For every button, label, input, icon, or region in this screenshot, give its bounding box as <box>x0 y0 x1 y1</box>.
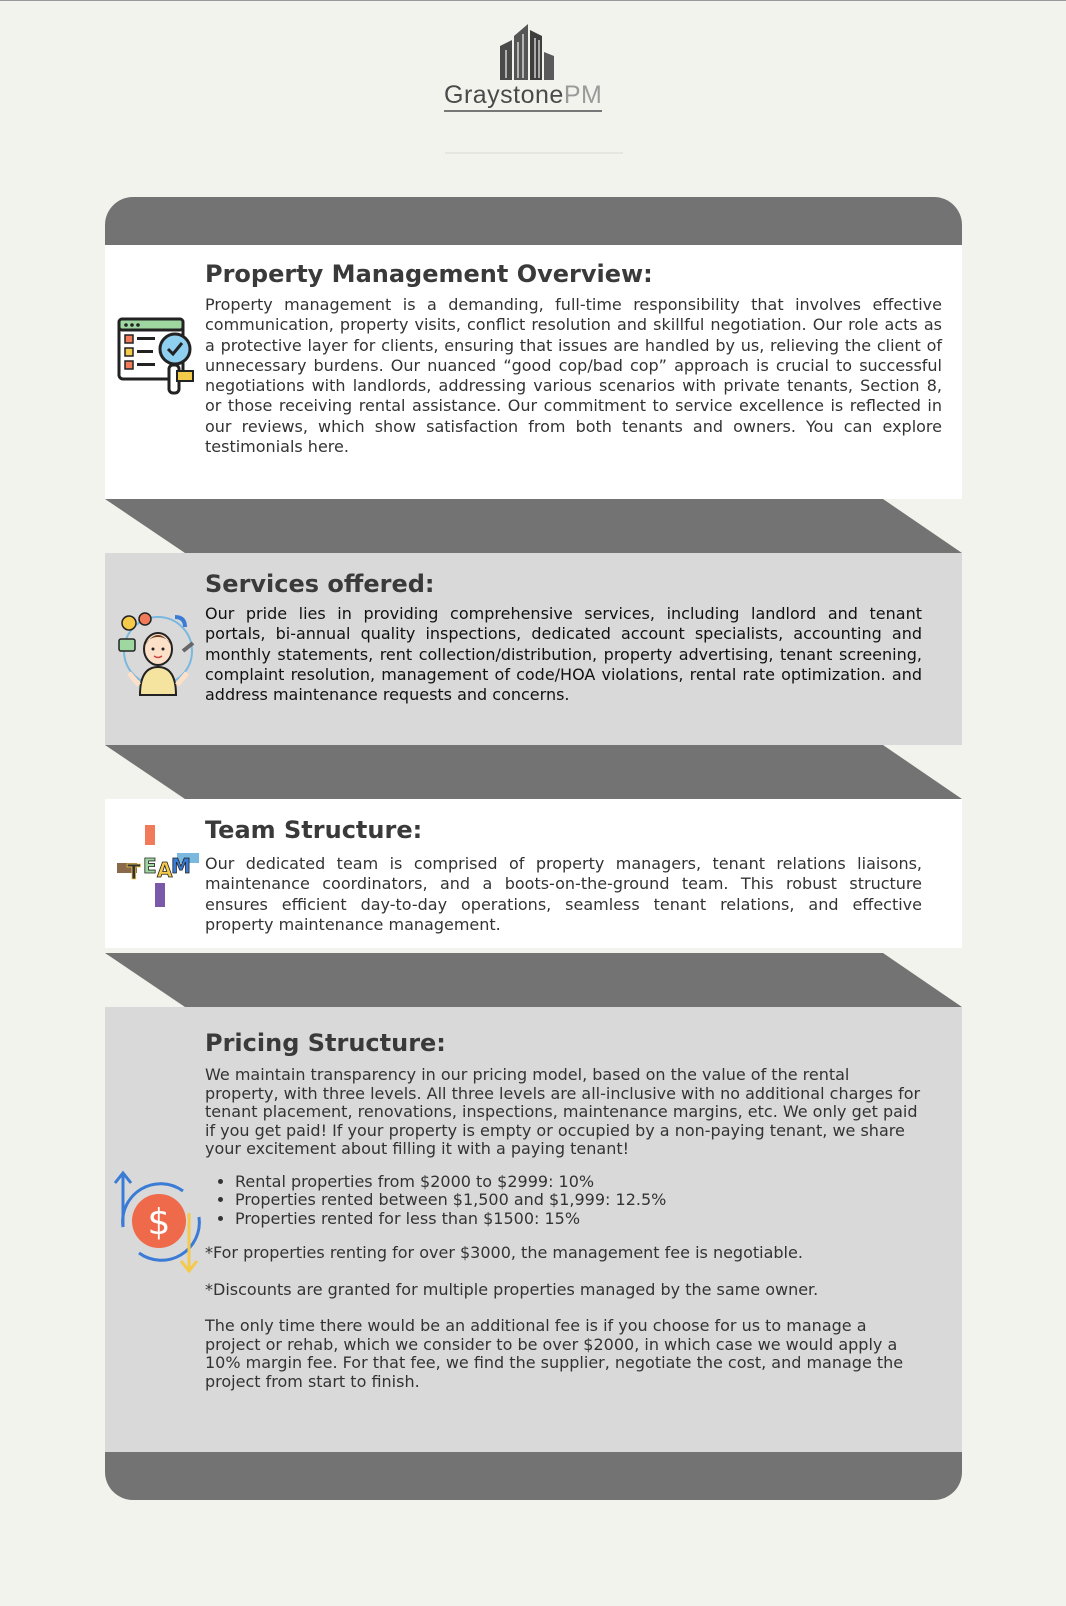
checklist-magnifier-icon <box>117 315 201 403</box>
pricing-tier-2: • Properties rented between $1,500 and $1,999: 12.5% <box>235 1191 925 1210</box>
svg-text:A: A <box>157 858 173 882</box>
pricing-tier-1: • Rental properties from $2000 to $2999: 10% <box>235 1173 925 1192</box>
services-title: Services offered: <box>205 570 435 598</box>
fold-band-3 <box>105 953 962 1007</box>
top-rule <box>0 0 1066 1</box>
fold-band-2 <box>105 745 962 799</box>
services-section <box>105 553 962 745</box>
pricing-note-negotiable: *For properties renting for over $3000, the management fee is negotiable. <box>205 1243 803 1262</box>
svg-text:T: T <box>127 860 141 884</box>
bottom-cap-band <box>105 1452 962 1500</box>
team-title: Team Structure: <box>205 816 423 844</box>
fold-band-1 <box>105 499 962 553</box>
svg-text:M: M <box>171 854 191 878</box>
pricing-intro: We maintain transparency in our pricing model, based on the value of the rental property, with three levels. All three levels are all-inclusive with no additional charges for tenant placement, renovations, inspections, maintenance margins, etc. We only get paid if you get paid! If your property is empty or occupied by a non-paying tenant, we share your excitement about filling it with a paying tenant! <box>205 1065 921 1158</box>
team-body: Our dedicated team is comprised of property managers, tenant relations liaisons, maintenance coordinators, and a boots-on-the-ground team. This robust structure ensures efficient day-to-day operations, seamless tenant relations, and effective property maintenance management. <box>205 854 922 934</box>
dollar-exchange-icon <box>113 1167 209 1281</box>
pricing-section <box>105 1007 962 1452</box>
customer-service-icon <box>115 607 201 701</box>
pricing-note-discount: *Discounts are granted for multiple properties managed by the same owner. <box>205 1279 819 1299</box>
overview-title: Property Management Overview: <box>205 260 653 288</box>
company-logo <box>440 22 626 114</box>
svg-text:$: $ <box>147 1202 171 1243</box>
pricing-title: Pricing Structure: <box>205 1029 446 1057</box>
pricing-tier-3: • Properties rented for less than $1500: 15% <box>235 1210 925 1229</box>
buildings-icon <box>498 22 556 80</box>
logo-sub-text: PM <box>563 81 603 109</box>
top-cap-band <box>105 197 962 245</box>
team-letters-icon <box>117 825 201 911</box>
svg-text:E: E <box>143 854 157 878</box>
logo-wordmark <box>444 80 602 112</box>
pricing-content <box>205 1066 925 1391</box>
services-body: Our pride lies in providing comprehensive services, including landlord and tenant portals, bi-annual quality inspections, dedicated account specialists, accounting and monthly statements, rent collection/distribution, property advertising, tenant screening, complaint resolution, management of code/HOA violations, rental rate optimization. and address maintenance requests and concerns. <box>205 604 922 705</box>
pricing-tier-list <box>205 1173 925 1229</box>
logo-main-text: Graystone <box>444 81 564 109</box>
overview-body: Property management is a demanding, full-time responsibility that involves effective communication, property visits, conflict resolution and skillful negotiation. Our role acts as a protective layer for clients, ensuring that issues are handled by us, relieving the client of unnecessary burdens. Our nuanced “good cop/bad cop” approach is crucial to successful negotiations with landlords, addressing various scenarios with private tenants, Section 8, or those receiving rental assistance. Our commitment to service excellence is reflected in our reviews, which show satisfaction from both tenants and owners. You can explore testimonials here. <box>205 295 942 457</box>
logo-divider <box>445 152 623 154</box>
team-section <box>105 799 962 948</box>
pricing-closing: The only time there would be an additional fee is if you choose for us to manage a project or rehab, which we consider to be over $2000, in which case we would apply a 10% margin fee. For that fee, we find the supplier, negotiate the cost, and manage the project from start to finish. <box>205 1316 904 1391</box>
overview-section <box>105 245 962 499</box>
